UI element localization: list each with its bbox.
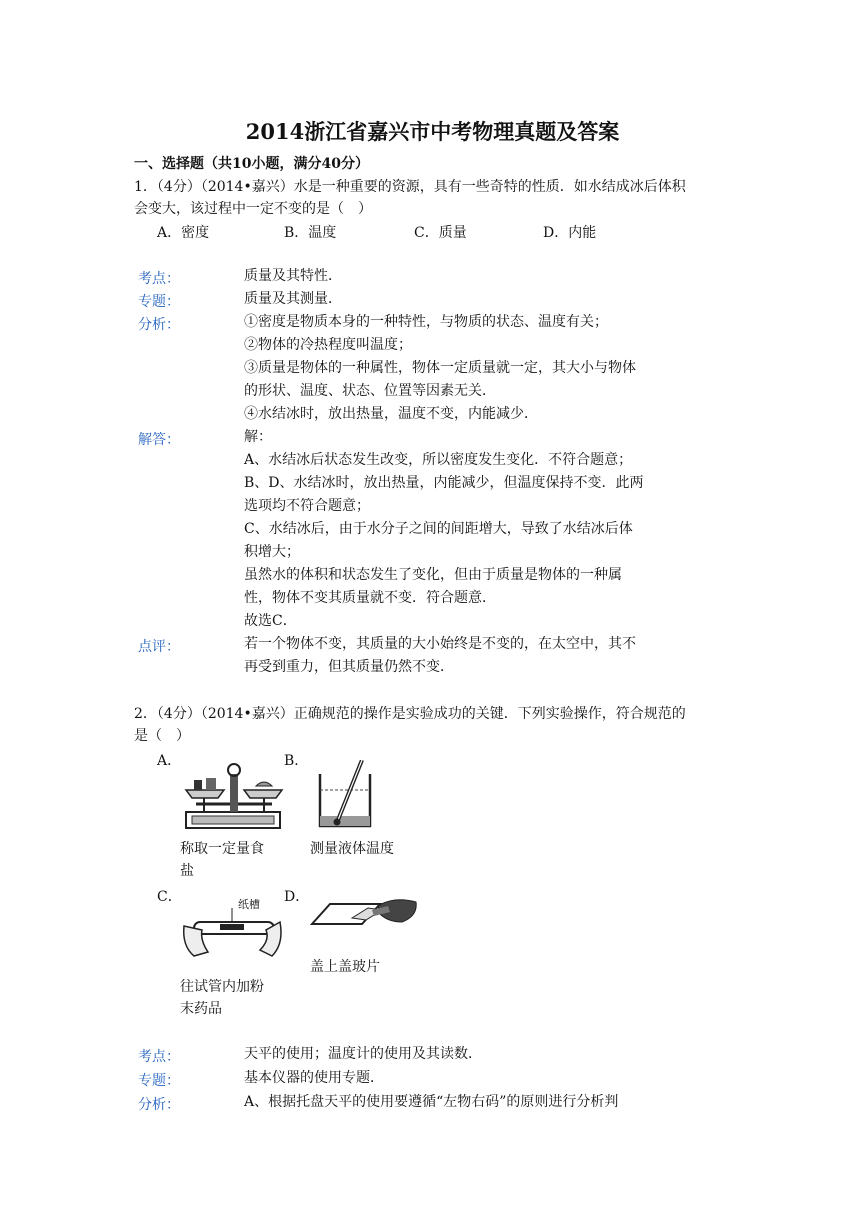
q1-jieda-label: 解答：: [138, 432, 180, 448]
q1-jieda-line: 虽然水的体积和状态发生了变化，但由于质量是物体的一种属: [244, 567, 622, 583]
q2-kaodian-label: 考点：: [138, 1049, 180, 1065]
q1-jieda-line: A、水结冰后状态发生改变，所以密度发生变化．不符合题意；: [244, 452, 633, 468]
q2-caption-a-line1: 称取一定量食: [180, 841, 264, 857]
q1-jieda-line: 解：: [244, 429, 272, 445]
q1-stem-line2: 会变大，该过程中一定不变的是（ ）: [134, 201, 372, 217]
q1-dianping-line: 再受到重力，但其质量仍然不变．: [244, 659, 454, 675]
balance-scale-image: [180, 760, 284, 832]
q1-jieda-line: B、D、水结冰时，放出热量，内能减少，但温度保持不变．此两: [244, 475, 644, 491]
q1-fenxi-line: ③质量是物体的一种属性，物体一定质量就一定，其大小与物体: [244, 360, 636, 376]
q2-caption-c-line1: 往试管内加粉: [180, 979, 264, 995]
q1-kaodian-text: 质量及其特性．: [244, 268, 342, 284]
q2-option-c-letter: C．: [157, 889, 182, 905]
page-title: 2014浙江省嘉兴市中考物理真题及答案: [245, 119, 620, 144]
q1-stem-line1: 1．（4分）（2014•嘉兴）水是一种重要的资源，具有一些奇特的性质．如水结成冰后体积: [134, 179, 686, 195]
q2-kaodian-text: 天平的使用；温度计的使用及其读数．: [244, 1046, 482, 1062]
q1-fenxi-label: 分析：: [138, 317, 180, 333]
test-tube-powder-image: [180, 892, 284, 962]
q2-option-b-letter: B．: [284, 753, 309, 769]
q2-caption-d-line1: 盖上盖玻片: [310, 959, 380, 975]
q2-zhuanti-label: 专题：: [138, 1073, 180, 1089]
q1-kaodian-label: 考点：: [138, 271, 180, 287]
q1-jieda-line: 积增大；: [244, 544, 300, 560]
q2-fenxi-label: 分析：: [138, 1097, 180, 1113]
q2-stem-line1: 2．（4分）（2014•嘉兴）正确规范的操作是实验成功的关键．下列实验操作，符合规范的: [134, 706, 686, 722]
thermometer-beaker-image: [316, 760, 374, 830]
q1-dianping-label: 点评：: [138, 639, 180, 655]
q1-fenxi-line: 的形状、温度、状态、位置等因素无关．: [244, 383, 496, 399]
q2-option-d-letter: D．: [284, 889, 310, 905]
q2-zhuanti-text: 基本仪器的使用专题．: [244, 1070, 384, 1086]
q1-zhuanti-label: 专题：: [138, 294, 180, 310]
q2-fenxi-line: A、根据托盘天平的使用要遵循“左物右码”的原则进行分析判: [244, 1094, 619, 1110]
q1-jieda-line: 性，物体不变其质量就不变．符合题意．: [244, 590, 496, 606]
q1-zhuanti-text: 质量及其测量．: [244, 291, 342, 307]
q2-caption-a-line2: 盐: [180, 863, 194, 879]
q1-jieda-line: 故选C．: [244, 613, 297, 629]
q1-jieda-line: C、水结冰后，由于水分子之间的间距增大，导致了水结冰后体: [244, 521, 633, 537]
q1-option-a: A．密度: [157, 225, 210, 241]
q1-fenxi-line: ④水结冰时，放出热量，温度不变，内能减少．: [244, 406, 538, 422]
q1-dianping-line: 若一个物体不变，其质量的大小始终是不变的，在太空中，其不: [244, 636, 636, 652]
paper-trough-label: 纸槽: [238, 898, 260, 911]
q1-option-b: B．温度: [284, 225, 337, 241]
q2-caption-c-line2: 末药品: [180, 1001, 222, 1017]
q1-option-c: C．质量: [414, 225, 467, 241]
q2-option-a-letter: A．: [157, 753, 182, 769]
q1-jieda-line: 选项均不符合题意；: [244, 498, 370, 514]
q1-fenxi-line: ②物体的冷热程度叫温度；: [244, 337, 412, 353]
section-heading: 一、选择题（共10小题，满分40分）: [134, 156, 369, 172]
cover-slip-image: [310, 892, 420, 932]
q1-option-d: D．内能: [543, 225, 597, 241]
q2-caption-b-line1: 测量液体温度: [310, 841, 394, 857]
q2-stem-line2: 是（ ）: [134, 728, 190, 744]
q1-fenxi-line: ①密度是物质本身的一种特性，与物质的状态、温度有关；: [244, 314, 608, 330]
